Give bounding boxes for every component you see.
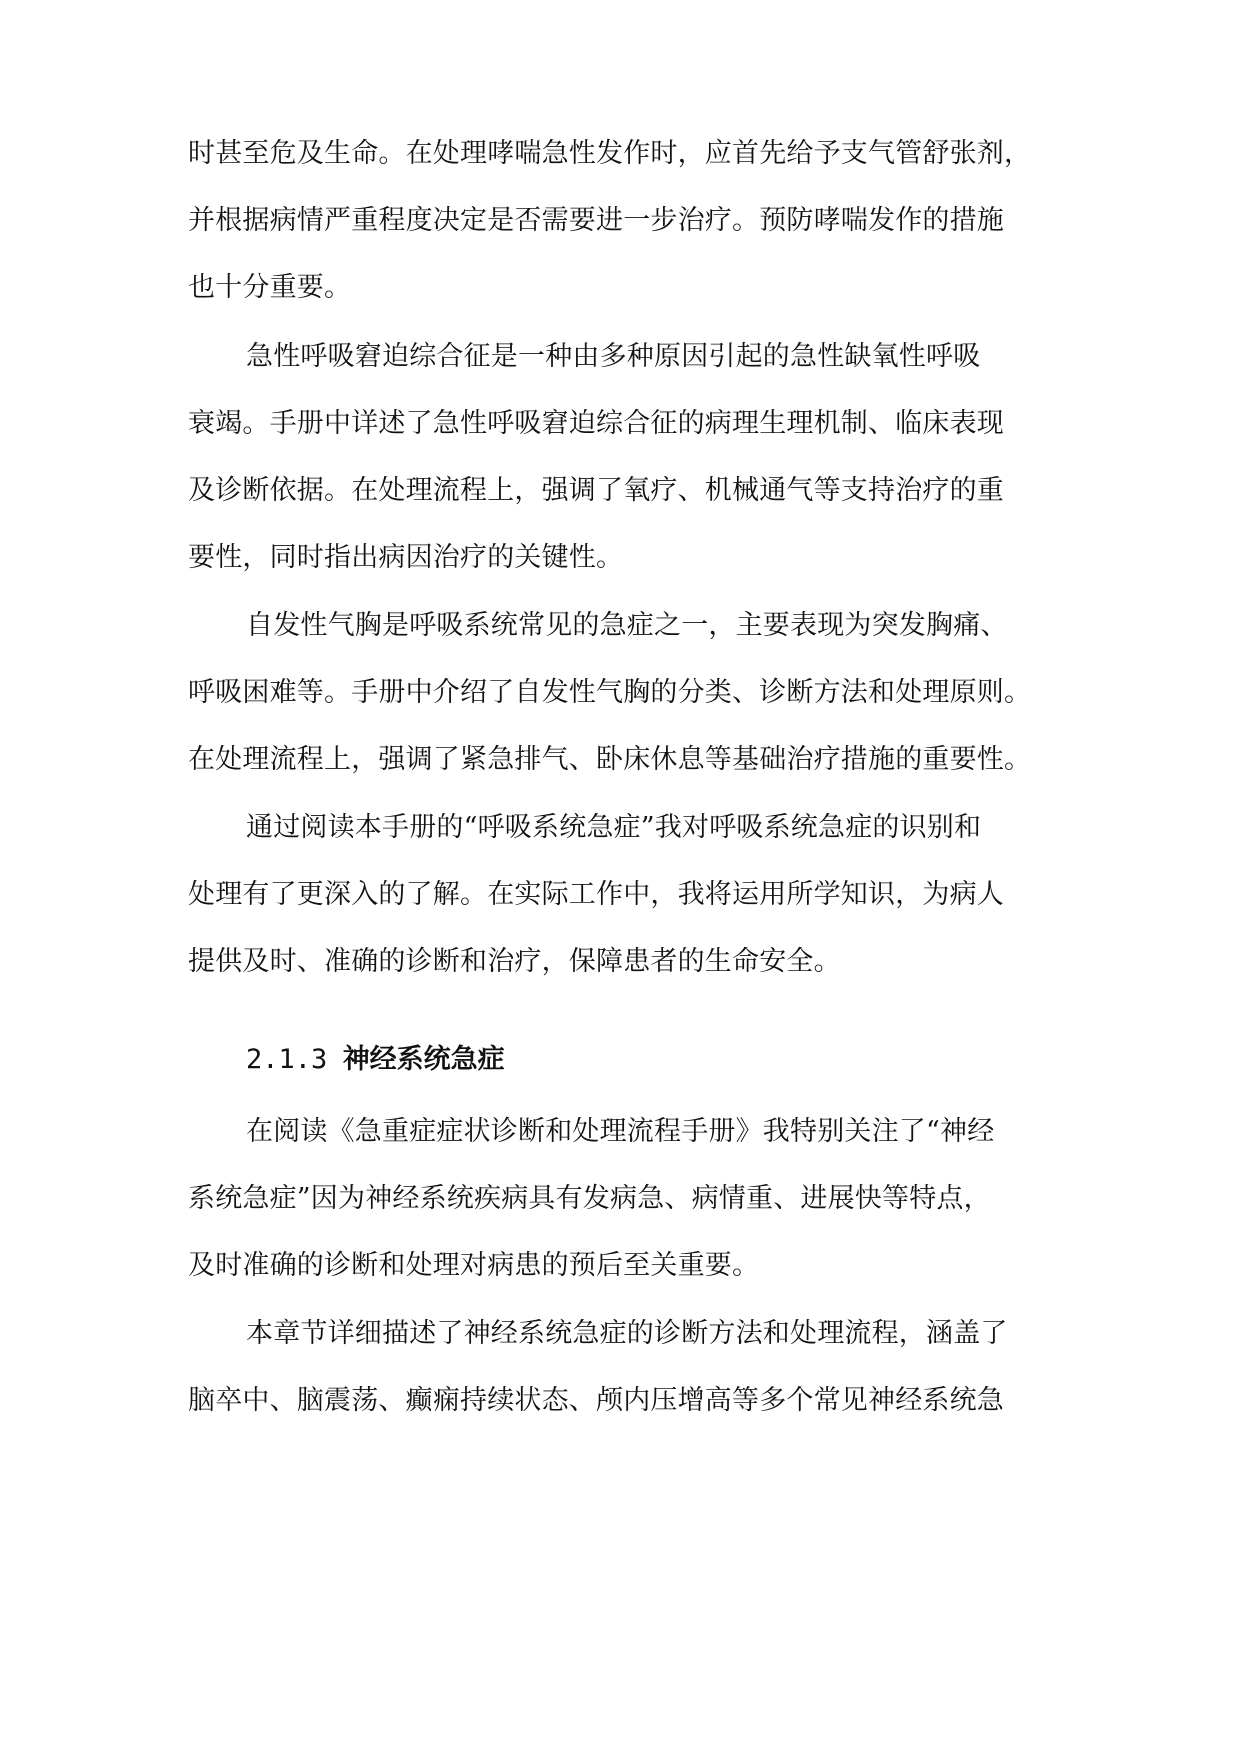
section-number: 2.1.3 [246, 1044, 328, 1075]
paragraph-2-line-3: 及诊断依据。在处理流程上，强调了氧疗、机械通气等支持治疗的重 [188, 475, 1004, 506]
paragraph-3-line-1: 自发性气胸是呼吸系统常见的急症之一，主要表现为突发胸痛、 [246, 610, 1008, 641]
paragraph-4-line-3: 提供及时、准确的诊断和治疗，保障患者的生命安全。 [188, 946, 841, 977]
paragraph-2-line-4: 要性，同时指出病因治疗的关键性。 [188, 542, 624, 573]
section-paragraph-1-line-1: 在阅读《急重症症状诊断和处理流程手册》我特别关注了“神经 [246, 1116, 995, 1147]
section-paragraph-1-line-3: 及时准确的诊断和处理对病患的预后至关重要。 [188, 1250, 760, 1281]
section-paragraph-1-line-2: 系统急症”因为神经系统疾病具有发病急、病情重、进展快等特点， [188, 1183, 991, 1214]
paragraph-2-line-2: 衰竭。手册中详述了急性呼吸窘迫综合征的病理生理机制、临床表现 [188, 408, 1004, 439]
paragraph-2-line-1: 急性呼吸窘迫综合征是一种由多种原因引起的急性缺氧性呼吸 [246, 341, 981, 372]
section-paragraph-2-line-2: 脑卒中、脑震荡、癫痫持续状态、颅内压增高等多个常见神经系统急 [188, 1385, 1004, 1416]
section-heading [246, 1040, 505, 1080]
paragraph-1-line-2: 并根据病情严重程度决定是否需要进一步治疗。预防哮喘发作的措施 [188, 205, 1004, 236]
paragraph-3-line-3: 在处理流程上，强调了紧急排气、卧床休息等基础治疗措施的重要性。 [188, 744, 1032, 775]
paragraph-4-line-1: 通过阅读本手册的“呼吸系统急症”我对呼吸系统急症的识别和 [246, 812, 982, 843]
paragraph-4-line-2: 处理有了更深入的了解。在实际工作中，我将运用所学知识，为病人 [188, 879, 1004, 910]
paragraph-3-line-2: 呼吸困难等。手册中介绍了自发性气胸的分类、诊断方法和处理原则。 [188, 677, 1032, 708]
paragraph-1-line-3: 也十分重要。 [188, 272, 352, 303]
section-title: 神经系统急症 [342, 1044, 505, 1075]
paragraph-1-line-1: 时甚至危及生命。在处理哮喘急性发作时，应首先给予支气管舒张剂， [188, 138, 1032, 169]
section-paragraph-2-line-1: 本章节详细描述了神经系统急症的诊断方法和处理流程，涵盖了 [246, 1318, 1008, 1349]
